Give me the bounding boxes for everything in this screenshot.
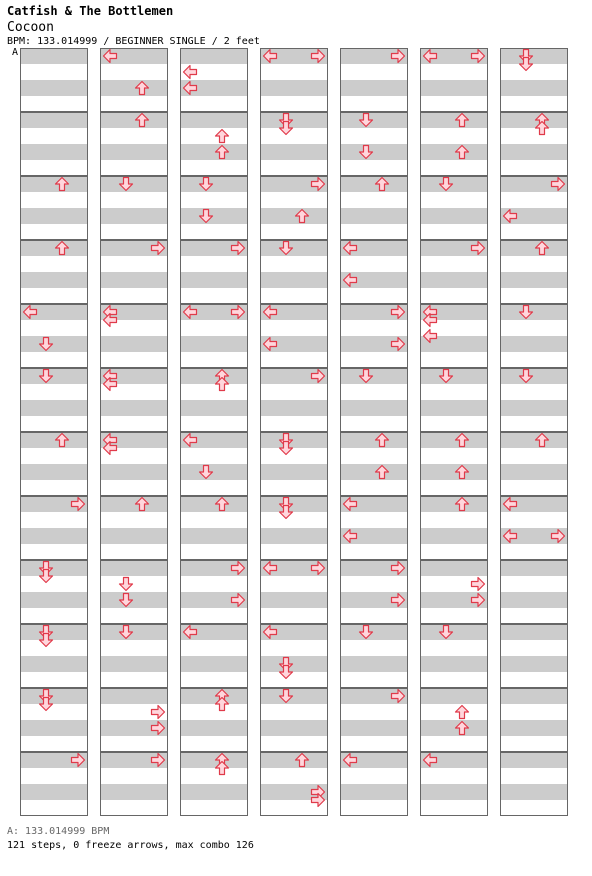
beat-stripe	[420, 432, 488, 448]
beat-stripe	[180, 368, 248, 384]
beat-stripe	[340, 144, 408, 160]
beat-stripe	[100, 528, 168, 544]
beat-stripe	[260, 144, 328, 160]
beat-stripe	[260, 240, 328, 256]
beat-stripe	[180, 720, 248, 736]
beat-stripe	[500, 656, 568, 672]
beat-stripe	[20, 720, 88, 736]
beat-stripe	[180, 784, 248, 800]
chart-column	[180, 48, 248, 816]
chart-meta: BPM: 133.014999 / BEGINNER SINGLE / 2 feet	[7, 36, 260, 47]
beat-stripe	[100, 336, 168, 352]
beat-stripe	[260, 752, 328, 768]
beat-stripe	[20, 48, 88, 64]
beat-stripe	[180, 112, 248, 128]
beat-stripe	[500, 48, 568, 64]
beat-stripe	[420, 528, 488, 544]
beat-stripe	[500, 752, 568, 768]
beat-stripe	[500, 432, 568, 448]
beat-stripe	[500, 784, 568, 800]
chart-column	[420, 48, 488, 816]
chart-column	[260, 48, 328, 816]
beat-stripe	[500, 112, 568, 128]
beat-stripe	[260, 688, 328, 704]
beat-stripe	[100, 208, 168, 224]
beat-stripe	[260, 720, 328, 736]
beat-stripe	[340, 400, 408, 416]
beat-stripe	[340, 112, 408, 128]
beat-stripe	[20, 80, 88, 96]
beat-stripe	[20, 144, 88, 160]
beat-stripe	[20, 368, 88, 384]
beat-stripe	[420, 720, 488, 736]
beat-stripe	[180, 400, 248, 416]
beat-stripe	[180, 48, 248, 64]
beat-stripe	[260, 432, 328, 448]
beat-stripe	[20, 592, 88, 608]
beat-stripe	[180, 336, 248, 352]
song-title: Cocoon	[7, 20, 54, 35]
beat-stripe	[20, 112, 88, 128]
beat-stripe	[100, 784, 168, 800]
beat-stripe	[20, 784, 88, 800]
chart-footer	[7, 825, 254, 853]
beat-stripe	[180, 144, 248, 160]
beat-stripe	[420, 624, 488, 640]
footer-stats: 121 steps, 0 freeze arrows, max combo 126	[7, 840, 254, 851]
chart-column	[340, 48, 408, 816]
beat-stripe	[100, 496, 168, 512]
beat-stripe	[100, 112, 168, 128]
beat-stripe	[20, 528, 88, 544]
beat-stripe	[20, 464, 88, 480]
footer-bpm: A: 133.014999 BPM	[7, 826, 110, 837]
beat-stripe	[420, 656, 488, 672]
bpm-marker: A	[12, 47, 19, 58]
beat-stripe	[340, 720, 408, 736]
beat-stripe	[260, 528, 328, 544]
beat-stripe	[420, 144, 488, 160]
beat-stripe	[100, 144, 168, 160]
beat-stripe	[20, 208, 88, 224]
beat-stripe	[180, 688, 248, 704]
beat-stripe	[420, 112, 488, 128]
beat-stripe	[100, 656, 168, 672]
beat-stripe	[100, 688, 168, 704]
beat-stripe	[500, 304, 568, 320]
beat-stripe	[260, 272, 328, 288]
beat-stripe	[100, 400, 168, 416]
beat-stripe	[500, 80, 568, 96]
beat-stripe	[100, 176, 168, 192]
beat-stripe	[500, 560, 568, 576]
beat-stripe	[500, 144, 568, 160]
beat-stripe	[100, 560, 168, 576]
beat-stripe	[100, 624, 168, 640]
beat-stripe	[500, 592, 568, 608]
beat-stripe	[20, 432, 88, 448]
beat-stripe	[180, 208, 248, 224]
beat-stripe	[100, 464, 168, 480]
beat-stripe	[340, 464, 408, 480]
beat-stripe	[420, 784, 488, 800]
beat-stripe	[260, 208, 328, 224]
beat-stripe	[340, 176, 408, 192]
chart-column	[100, 48, 168, 816]
artist-name: Catfish & The Bottlemen	[7, 4, 174, 18]
beat-stripe	[420, 400, 488, 416]
beat-stripe	[260, 464, 328, 480]
beat-stripe	[420, 208, 488, 224]
beat-stripe	[340, 432, 408, 448]
chart-column	[20, 48, 88, 816]
chart-column	[500, 48, 568, 816]
beat-stripe	[20, 336, 88, 352]
beat-stripe	[500, 400, 568, 416]
beat-stripe	[420, 464, 488, 480]
beat-stripe	[180, 176, 248, 192]
beat-stripe	[340, 208, 408, 224]
beat-stripe	[260, 496, 328, 512]
beat-stripe	[500, 688, 568, 704]
beat-stripe	[260, 112, 328, 128]
beat-stripe	[20, 624, 88, 640]
beat-stripe	[420, 176, 488, 192]
beat-stripe	[420, 560, 488, 576]
beat-stripe	[340, 656, 408, 672]
beat-stripe	[500, 272, 568, 288]
beat-stripe	[500, 464, 568, 480]
beat-stripe	[260, 80, 328, 96]
beat-stripe	[260, 400, 328, 416]
beat-stripe	[260, 656, 328, 672]
beat-stripe	[500, 720, 568, 736]
beat-stripe	[180, 496, 248, 512]
beat-stripe	[420, 688, 488, 704]
beat-stripe	[340, 624, 408, 640]
beat-stripe	[20, 656, 88, 672]
beat-stripe	[180, 272, 248, 288]
beat-stripe	[180, 528, 248, 544]
beat-stripe	[340, 784, 408, 800]
beat-stripe	[20, 688, 88, 704]
beat-stripe	[20, 176, 88, 192]
beat-stripe	[20, 272, 88, 288]
beat-stripe	[420, 272, 488, 288]
beat-stripe	[420, 80, 488, 96]
beat-stripe	[180, 752, 248, 768]
beat-stripe	[260, 592, 328, 608]
beat-stripe	[20, 240, 88, 256]
beat-stripe	[500, 240, 568, 256]
beat-stripe	[340, 80, 408, 96]
beat-stripe	[180, 656, 248, 672]
beat-stripe	[180, 464, 248, 480]
beat-stripe	[500, 624, 568, 640]
beat-stripe	[500, 368, 568, 384]
beat-stripe	[420, 496, 488, 512]
beat-stripe	[20, 400, 88, 416]
beat-stripe	[20, 560, 88, 576]
beat-stripe	[500, 336, 568, 352]
beat-stripe	[100, 80, 168, 96]
beat-stripe	[100, 592, 168, 608]
beat-stripe	[420, 368, 488, 384]
beat-stripe	[100, 272, 168, 288]
beat-stripe	[340, 368, 408, 384]
